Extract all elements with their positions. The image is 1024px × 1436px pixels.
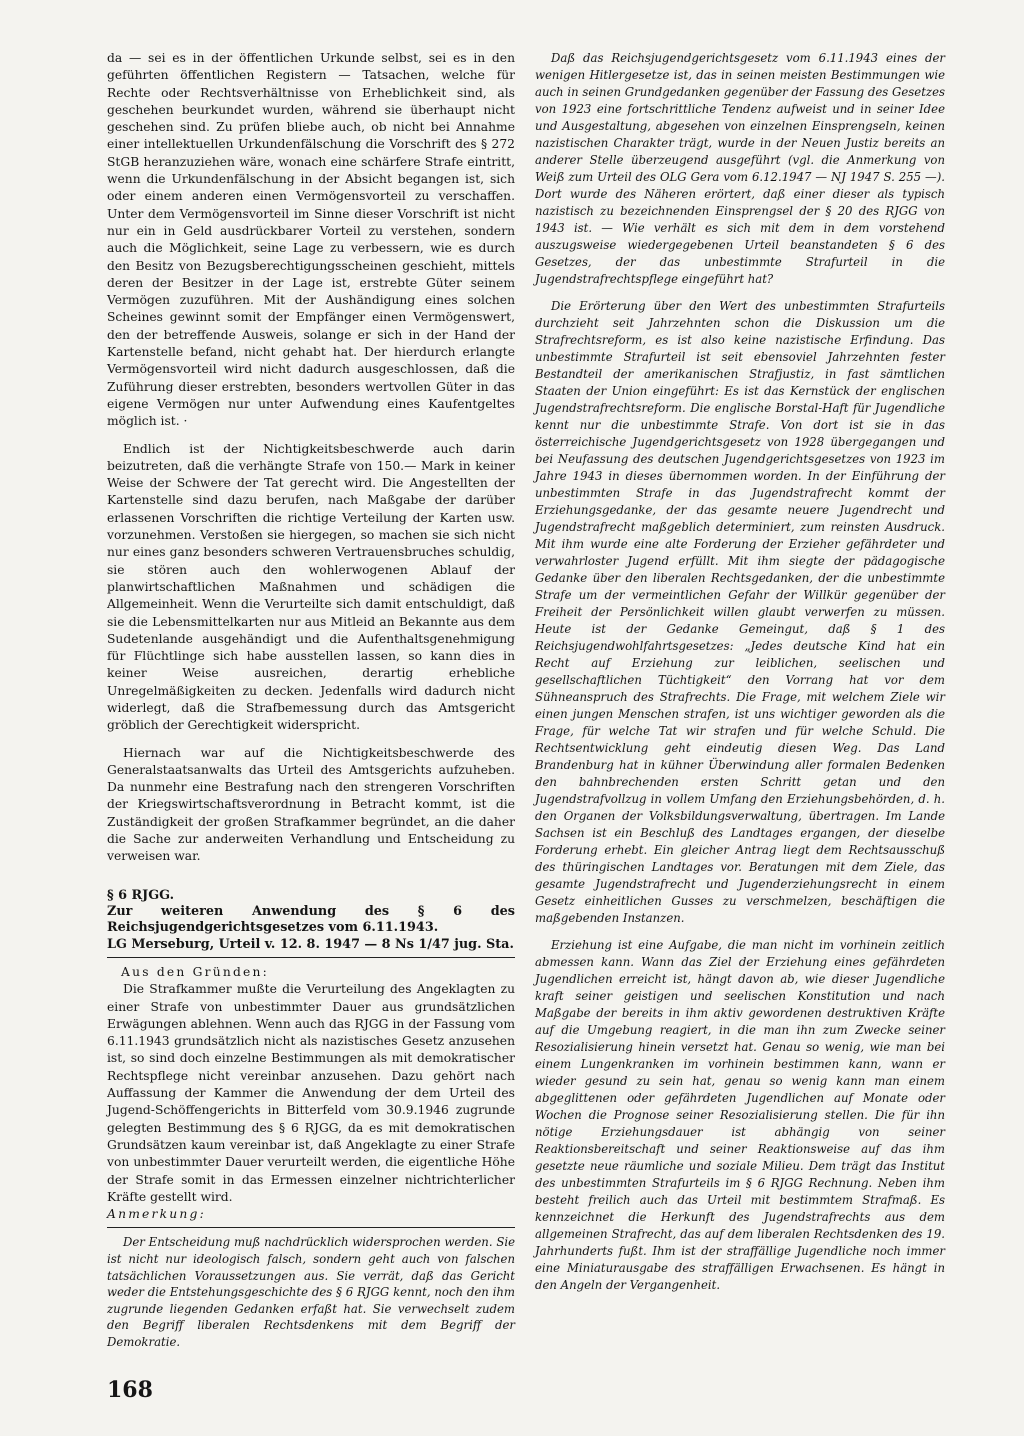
paragraph: Daß das Reichsjugendgerichtsgesetz vom 6.11.1943 eines der wenigen Hitlergesetze ist, das in seinen meisten Bestimmungen wie auch in seinen Grundgedanken gegenüber der Fassung des Gesetzes von 1923 eine fortschrittliche Tendenz aufweist und in seiner Idee und Ausgestaltung, abgesehen von einzelnen Einsprengseln, keinen nazistischen Charakter trägt, wurde in der Neuen Justiz bereits an anderer Stelle überzeugend ausgeführt (vgl. die Anmerkung von Weiß zum Urteil des OLG Gera vom 6.12.1947 — NJ 1947 S. 255 —). Dort wurde des Näheren erörtert, daß einer dieser als typisch nazistisch zu bezeichnenden Einsprengsel der § 20 des RJGG von 1943 ist. — Wie verhält es sich mit dem in dem vorstehend auszugsweise wiedergegebenen Urteil beanstandeten § 6 des Gesetzes, der das unbestimmte Strafurteil in die Jugendstrafrechtspflege eingeführt hat? bbox=[535, 51, 945, 286]
court-citation: LG Merseburg, Urteil v. 12. 8. 1947 — 8 Ns 1/47 jug. Sta. bbox=[107, 936, 514, 952]
left-column bbox=[107, 50, 515, 1351]
note-paragraph: Der Entscheidung muß nachdrücklich widersprochen werden. Sie ist nicht nur ideologisch falsch, sondern geht auch von falschen tatsächlichen Voraussetzungen aus. Sie verrät, daß das Gericht weder die Entstehungsgeschichte des § 6 RJGG kennt, noch den ihm zugrunde liegenden Gedanken erfaßt hat. Sie verwechselt zudem den Begriff liberalen Rechtsdenkens mit dem Begriff der Demokratie. bbox=[107, 1235, 515, 1349]
paragraph: Die Erörterung über den Wert des unbestimmten Strafurteils durchzieht seit Jahrzehnten schon die Diskussion um die Strafrechtsreform, es ist also keine nazistische Erfindung. Das unbestimmte Strafurteil ist seit ebensoviel Jahrzehnten fester Bestandteil der amerikanischen Strafjustiz, in fast sämtlichen Staaten der Union eingeführt: Es ist das Kernstück der englischen Jugendstrafrechtsreform. Die englische Borstal-Haft für Jugendliche kennt nur die unbestimmte Strafe. Von dort ist sie in das österreichische Jugendgerichtsgesetz von 1928 übergegangen und bei Neufassung des deutschen Jugendgerichtsgesetzes von 1923 im Jahre 1943 in dieses übernommen worden. In der Einführung der unbestimmten Strafe in das Jugendstrafrecht kommt der Erziehungsgedanke, der das gesamte neuere Jugendrecht und Jugendstrafrecht maßgeblich determiniert, zum reinsten Ausdruck. Mit ihm wurde eine alte Forderung der Erzieher gefährdeter und verwahrloster Jugend erfüllt. Mit ihm siegte der pädagogische Gedanke über den liberalen Rechtsgedanken, der die unbestimmte Strafe um der vermeintlichen Gefahr der Willkür gegenüber der Freiheit der Persönlichkeit willen glaubt verwerfen zu müssen. Heute ist der Gedanke Gemeingut, daß § 1 des Reichsjugendwohlfahrtsgesetzes: „Jedes deutsche Kind hat ein Recht auf Erziehung zur leiblichen, seelischen und gesellschaftlichen Tüchtigkeit“ den Vorrang hat vor dem Sühneanspruch des Strafrechts. Die Frage, mit welchem Ziele wir einen jungen Menschen strafen, ist uns wichtiger geworden als die Frage, für welche Tat wir strafen und für welche Schuld. Die Rechtsentwicklung geht eindeutig diesen Weg. Das Land Brandenburg hat in kühner Überwindung aller formalen Bedenken den bahnbrechenden ersten Schritt getan und den Jugendstrafvollzug in vollem Umfang den Erziehungsbehörden, d. h. den Organen der Volksbildungsverwaltung, übertragen. Im Lande Sachsen ist ein Beschluß des Landtages ergangen, der dieselbe Forderung erhebt. Ein gleicher Antrag liegt dem Rechtsausschuß des thüringischen Landtages vor. Beratungen mit dem Ziele, das gesamte Jugendstrafrecht und Jugenderziehungsrecht in einem Gesetz einheitlichen Gusses zu verschmelzen, beschäftigen die maßgebenden Instanzen. bbox=[535, 299, 945, 925]
headnote: Zur weiteren Anwendung des § 6 des Reichsjugendgerichtsgesetzes vom 6.11.1943. bbox=[107, 903, 515, 935]
section-heading: § 6 RJGG. bbox=[107, 887, 175, 903]
paragraph: Endlich ist der Nichtigkeitsbeschwerde auch darin beizutreten, daß die verhängte Strafe von 150.— Mark in keiner Weise der Schwere der Tat gerecht wird. Die Angestellten der Kartenstelle sind dazu berufen, nach Maßgabe der darüber erlassenen Vorschriften die richtige Verteilung der Karten usw. vorzunehmen. Verstoßen sie hiergegen, so machen sie sich nicht nur eines ganz besonders schweren Vertrauensbruches schuldig, sie stören auch den wohlerwogenen Ablauf der planwirtschaftlichen Maßnahmen und schädigen die Allgemeinheit. Wenn die Verurteilte sich damit entschuldigt, daß sie die Lebensmittelkarten nur aus Mitleid an Bekannte aus dem Sudetenlande ausgehändigt und die Aufenthaltsgenehmigung für Flüchtlinge sich habe ausstellen lassen, so kann dies in keiner Weise ausreichen, derartig erhebliche Unregelmäßigkeiten zu decken. Jedenfalls wird dadurch nicht widerlegt, daß die Strafbemessung durch das Amtsgericht gröblich der Gerechtigkeit widerspricht. bbox=[107, 441, 515, 733]
paragraph: da — sei es in der öffentlichen Urkunde selbst, sei es in den geführten öffentlichen Registern — Tatsachen, welche für Rechte oder Rechtsverhältnisse von Erheblichkeit sind, als geschehen beurkundet wurden, während sie überhaupt nicht geschehen sind. Zu prüfen bliebe auch, ob nicht bei Annahme einer intellektuellen Urkundenfälschung die Vorschrift des § 272 StGB heranzuziehen wäre, wonach eine schärfere Strafe eintritt, wenn die Urkundenfälschung in der Absicht begangen ist, sich oder einem anderen einen Vermögensvorteil zu verschaffen. Unter dem Vermögensvorteil im Sinne dieser Vorschrift ist nicht nur ein in Geld ausdrückbarer Vorteil zu verstehen, sondern auch die Möglichkeit, seine Lage zu verbessern, wie es durch den Besitz von Bezugsberechtigungsscheinen geschieht, mittels deren der Besitzer in der Lage ist, erstrebte Güter seinem Vermögen zuzuführen. Mit der Aushändigung eines solchen Scheines gewinnt somit der Empfänger einen Vermögenswert, den der betreffende Ausweis, solange er sich in der Hand der Kartenstelle befand, nicht gehabt hat. Der hierdurch erlangte Vermögensvorteil wird nicht dadurch ausgeschlossen, daß die Zuführung dieser erstrebten, besonders wertvollen Güter in das eigene Vermögen nur unter Aufwendung eines Kaufentgeltes möglich ist. · bbox=[107, 51, 515, 429]
paragraph: Erziehung ist eine Aufgabe, die man nicht im vorhinein zeitlich abmessen kann. Wann das Ziel der Erziehung eines gefährdeten Jugendlichen erreicht ist, hängt davon ab, wie dieser Jugendliche kraft seiner geistigen und seelischen Konstitution und nach Maßgabe der bereits in ihm aktiv gewordenen destruktiven Kräfte auf die Umgebung reagiert, in die man ihn zum Zwecke seiner Resozialisierung hinein versetzt hat. Genau so wenig, wie man bei einem Lungenkranken im vorhinein bestimmen kann, wann er wieder gesund zu sein hat, genau so wenig kann man einem abgeglittenen oder gefährdeten Jugendlichen auf Monate oder Wochen die Prognose seiner Resozialisierung stellen. Die für ihn nötige Erziehungsdauer ist abhängig von seiner Reaktionsbereitschaft und seiner Reaktionsweise auf das ihm gesetzte neue räumliche und soziale Milieu. Dem trägt das Institut des unbestimmten Strafurteils im § 6 RJGG Rechnung. Neben ihm besteht freilich auch das Urteil mit bestimmtem Strafmaß. Es kennzeichnet die Herkunft des Jugendstrafrechts aus dem allgemeinen Strafrecht, das auf dem liberalen Rechtsdenken des 19. Jahrhunderts fußt. Ihm ist der straffällige Jugendliche noch immer eine Miniaturausgabe des straffälligen Erwachsenen. Es hängt in den Angeln der Vergangenheit. bbox=[535, 938, 945, 1292]
divider bbox=[107, 1227, 515, 1228]
paragraph: Hiernach war auf die Nichtigkeitsbeschwerde des Generalstaatsanwalts das Urteil des Amtsgerichts aufzuheben. Da nunmehr eine Bestrafung nach den strengeren Vorschriften der Kriegswirtschaftsverordnung in Betracht kommt, ist die Zuständigkeit der großen Strafkammer begründet, an die daher die Sache zur anderweiten Verhandlung und Entscheidung zu verweisen war. bbox=[107, 745, 515, 864]
paragraph: Die Strafkammer mußte die Verurteilung des Angeklagten zu einer Strafe von unbestimmter Dauer aus grundsätzlichen Erwägungen ablehnen. Wenn auch das RJGG in der Fassung vom 6.11.1943 grundsätzlich nicht als nazistisches Gesetz anzusehen ist, so sind doch einzelne Bestimmungen als mit demokratischer Rechtspflege nicht vereinbar anzusehen. Dazu gehört nach Auffassung der Kammer die Anwendung der dem Urteil des Jugend-Schöffengerichts in Bitterfeld vom 30.9.1946 zugrunde gelegten Bestimmung des § 6 RJGG, da es mit demokratischen Grundsätzen kaum vereinbar ist, daß Angeklagte zu einer Strafe von unbestimmter Dauer verurteilt werden, die eigentliche Höhe der Strafe somit in das Ermessen einzelner nichtrichterlicher Kräfte gestellt wird. bbox=[107, 982, 515, 1204]
note-label: Anmerkung: bbox=[107, 1207, 206, 1222]
grounds-label: Aus den Gründen: bbox=[121, 964, 269, 979]
right-column bbox=[535, 50, 945, 1294]
page-number: 168 bbox=[107, 1377, 153, 1403]
divider bbox=[107, 957, 515, 958]
